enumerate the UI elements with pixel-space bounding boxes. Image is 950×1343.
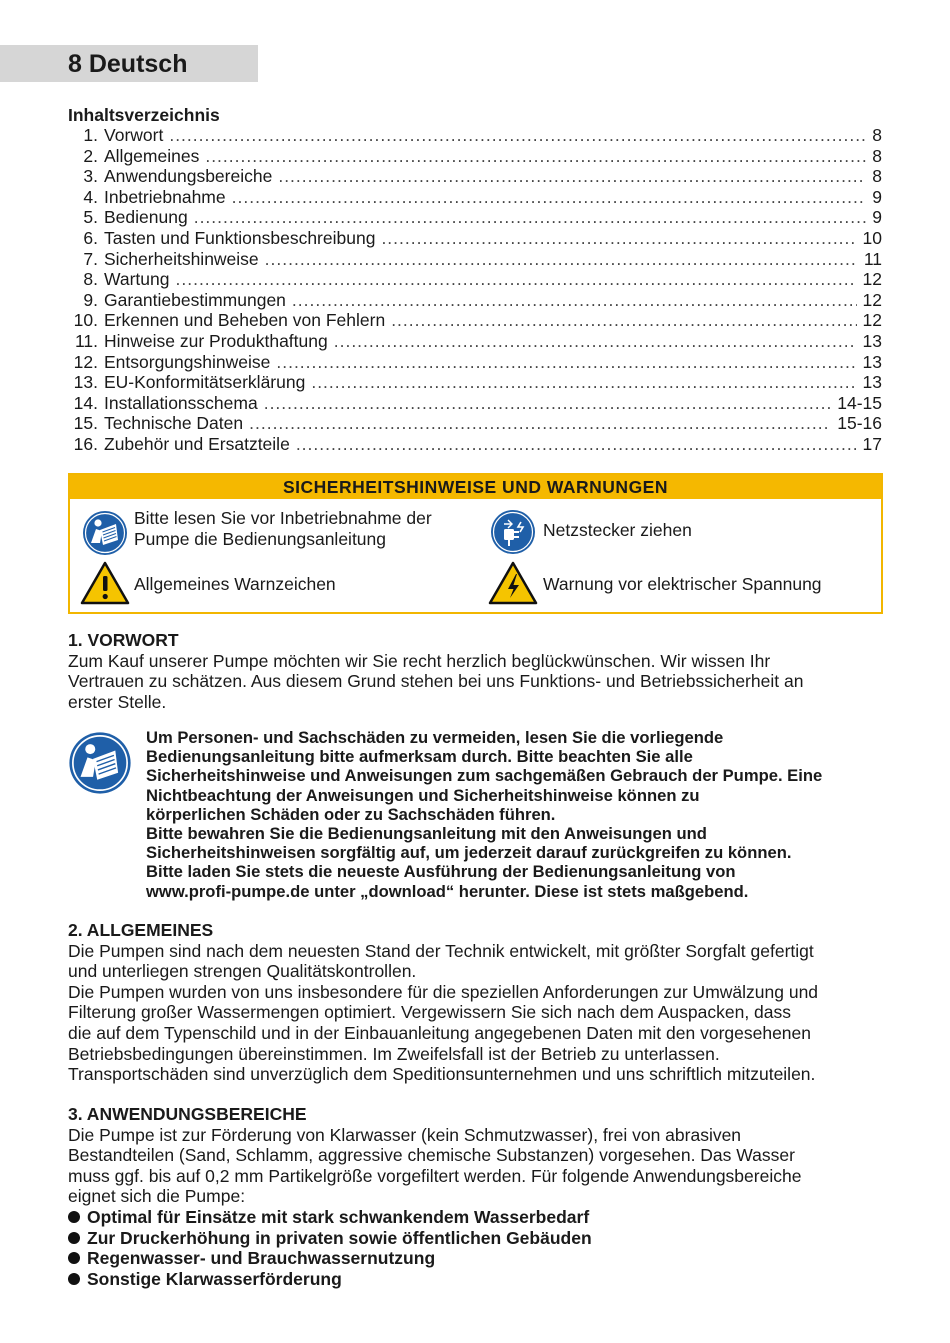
paragraph-line: muss ggf. bis auf 0,2 mm Partikelgröße vorgefiltert werden. Für folgende Anwendungsbereiche [68,1165,802,1186]
paragraph-line: Bestandteilen (Sand, Schlamm, aggressive chemische Substanzen) vorgesehen. Das Wasser [68,1145,795,1166]
toc-row [68,207,882,228]
toc-page-number: 9 [872,207,882,228]
toc-leader-dots [264,393,832,414]
toc-label: Hinweise zur Produkthaftung [104,330,328,351]
bullet-text: Zur Druckerhöhung in privaten sowie öffentlichen Gebäuden [87,1227,592,1248]
paragraph-line: Die Pumpen wurden von uns insbesondere für die speziellen Anforderungen zur Umwälzung und [68,981,819,1002]
toc-number: 5. [83,207,98,228]
toc-row [68,166,882,187]
general-warning-icon [80,561,130,605]
toc-row [68,290,882,311]
toc-row [68,125,882,146]
toc-heading: Inhaltsverzeichnis [68,105,220,125]
toc-leader-dots [334,331,857,352]
toc-leader-dots [205,146,866,167]
toc-row [68,393,882,414]
bullet-text: Regenwasser- und Brauchwassernutzung [87,1248,436,1269]
note-line: www.profi-pumpe.de unter „download“ herunter. Diese ist stets maßgebend. [146,881,749,901]
toc-page-number: 10 [862,227,882,248]
bullet-item [68,1228,882,1249]
toc-leader-dots [265,249,858,270]
paragraph-line: Zum Kauf unserer Pumpe möchten wir Sie recht herzlich beglückwünschen. Wir wissen Ihr [68,650,771,671]
note-line: Nichtbeachtung der Anweisungen und Sicherheitshinweise können zu [146,785,700,805]
toc-row [68,413,882,434]
toc-row [68,249,882,270]
bullet-text: Sonstige Klarwasserförderung [87,1268,342,1289]
toc-page-number: 14-15 [837,392,882,413]
toc-number: 1. [83,125,98,145]
note-line: Bedienungsanleitung bitte aufmerksam durch. Bitte beachten Sie alle [146,747,693,767]
toc-number: 16. [73,433,98,454]
section-title: 1. VORWORT [68,630,179,650]
paragraph-line: Betriebsbedingungen übereinstimmen. Im Zweifelsfall ist der Betrieb zu unterlassen. [68,1043,720,1064]
section-foreword [68,630,882,712]
toc-row [68,146,882,167]
toc-label: Allgemeines [104,145,200,166]
paragraph-line: eignet sich die Pumpe: [68,1186,246,1207]
paragraph-line: und unterliegen strengen Qualitätskontrollen. [68,961,417,982]
paragraph-line: Filterung großer Wassermengen optimiert. Vergewissern Sie sich nach dem Auspacken, dass [68,1002,792,1023]
toc-number: 15. [73,413,98,434]
toc-label: Wartung [104,269,170,290]
electric-warning-icon [488,561,538,605]
note-line: Bitte bewahren Sie die Bedienungsanleitung mit den Anweisungen und [146,824,707,844]
toc-leader-dots [391,310,856,331]
toc-page-number: 12 [862,289,882,310]
toc-row [68,372,882,393]
toc-row [68,331,882,352]
read-manual-icon [82,510,128,556]
toc-page-number: 8 [872,166,882,187]
toc-row [68,228,882,249]
bullet-item [68,1269,882,1290]
paragraph-line: die auf dem Typenschild und in der Einbauanleitung angegebenen Daten mit den vorgesehenen [68,1022,812,1043]
toc-leader-dots [278,166,866,187]
toc-label: Inbetriebnahme [104,186,226,207]
note-line: Um Personen- und Sachschäden zu vermeiden, lesen Sie die vorliegende [146,728,724,747]
toc-leader-dots [194,207,867,228]
unplug-icon [490,509,536,555]
toc-page-number: 9 [872,186,882,207]
toc-page-number: 13 [862,330,882,351]
toc-number: 4. [83,186,98,207]
paragraph-line: Die Pumpe ist zur Förderung von Klarwasser (kein Schmutzwasser), frei von abrasiven [68,1124,742,1145]
toc-label: Erkennen und Beheben von Fehlern [104,310,386,331]
section-applications [68,1104,882,1289]
table-of-contents [68,105,882,455]
toc-number: 11. [74,330,98,351]
note-line: Sicherheitshinweise und Anweisungen zum sachgemäßen Gebrauch der Pumpe. Eine [146,766,823,786]
safety-title: SICHERHEITSHINWEISE UND WARNUNGEN [70,475,881,499]
toc-page-number: 8 [872,125,882,145]
toc-label: EU-Konformitätserklärung [104,372,306,393]
toc-leader-dots [311,372,856,393]
toc-row [68,352,882,373]
toc-row [68,187,882,208]
bullet-dot [68,1252,80,1264]
section-general [68,920,882,1085]
toc-page-number: 13 [862,351,882,372]
toc-number: 6. [83,227,98,248]
toc-label: Installationsschema [104,392,258,413]
toc-number: 14. [73,392,98,413]
manual-note [146,728,886,901]
note-line: Bitte laden Sie stets die neueste Ausführung der Bedienungsanleitung von [146,862,736,882]
general-warning-text: Allgemeines Warnzeichen [134,574,336,594]
note-line: körperlichen Schäden oder zu Sachschäden führen. [146,804,556,824]
page-title: 8 Deutsch [68,50,188,78]
toc-row [68,269,882,290]
toc-row [68,434,882,455]
safety-box [68,473,883,614]
toc-page-number: 12 [862,269,882,290]
read-manual-text-2: Pumpe die Bedienungsanleitung [134,529,386,549]
toc-number: 7. [83,248,98,269]
toc-page-number: 8 [872,145,882,166]
toc-page-number: 13 [862,372,882,393]
toc-leader-dots [296,434,857,455]
toc-page-number: 11 [863,248,882,269]
toc-number: 13. [73,372,98,393]
paragraph-line: erster Stelle. [68,691,167,712]
toc-label: Vorwort [104,125,164,145]
toc-leader-dots [292,290,857,311]
toc-leader-dots [176,269,857,290]
paragraph-line: Die Pumpen sind nach dem neuesten Stand der Technik entwickelt, mit größter Sorgfalt gefertigt [68,940,814,961]
toc-label: Tasten und Funktionsbeschreibung [104,227,376,248]
toc-leader-dots [249,413,831,434]
toc-label: Technische Daten [104,413,244,434]
toc-leader-dots [276,352,856,373]
toc-label: Garantiebestimmungen [104,289,286,310]
section-title: 2. ALLGEMEINES [68,920,214,940]
bullet-dot [68,1211,80,1223]
toc-leader-dots [381,228,856,249]
bullet-text: Optimal für Einsätze mit stark schwankendem Wasserbedarf [87,1206,590,1227]
toc-number: 9. [83,289,98,310]
toc-number: 12. [73,351,98,372]
toc-label: Sicherheitshinweise [104,248,259,269]
toc-number: 3. [83,166,98,187]
toc-page-number: 15-16 [837,413,882,434]
bullet-item [68,1248,882,1269]
read-manual-icon [68,731,132,795]
bullet-item [68,1207,882,1228]
toc-number: 2. [83,145,98,166]
toc-label: Anwendungsbereiche [104,166,273,187]
toc-number: 10. [73,310,98,331]
read-manual-text-1: Bitte lesen Sie vor Inbetriebnahme der [134,508,432,528]
toc-label: Zubehör und Ersatzteile [104,433,290,454]
toc-row [68,310,882,331]
paragraph-line: Transportschäden sind unverzüglich dem Speditionsunternehmen und uns schriftlich mitzuteilen. [68,1064,816,1085]
section-title: 3. ANWENDUNGSBEREICHE [68,1104,307,1124]
toc-leader-dots [232,187,867,208]
toc-page-number: 17 [862,433,882,454]
toc-label: Entsorgungshinweise [104,351,271,372]
bullet-dot [68,1232,80,1244]
toc-label: Bedienung [104,207,188,228]
electric-warning-text: Warnung vor elektrischer Spannung [543,574,822,594]
unplug-text: Netzstecker ziehen [543,520,692,540]
toc-page-number: 12 [862,310,882,331]
toc-leader-dots [169,125,866,146]
toc-number: 8. [83,269,98,290]
note-line: Sicherheitshinweisen sorgfältig auf, um jederzeit darauf zurückgreifen zu können. [146,843,792,863]
paragraph-line: Vertrauen zu schätzen. Aus diesem Grund stehen bei uns Funktions- und Betriebssicherheit an [68,671,804,692]
bullet-dot [68,1273,80,1285]
